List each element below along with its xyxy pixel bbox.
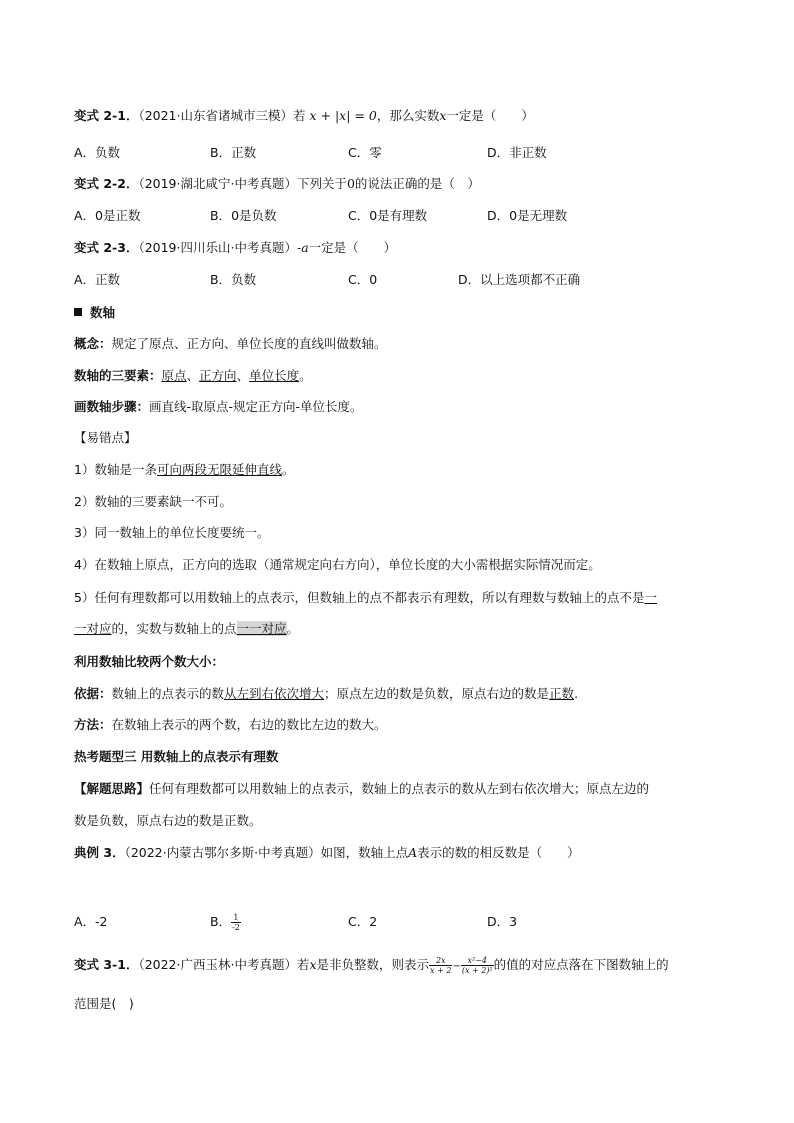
- option-c: C．0是有理数: [348, 208, 428, 223]
- square-bullet-icon: [74, 308, 82, 316]
- option-b: B．正数: [210, 145, 257, 160]
- option-a: A．正数: [74, 272, 121, 287]
- method-line: 方法：在数轴上表示的两个数，右边的数比左边的数大。: [74, 717, 387, 732]
- three-elements-line: 数轴的三要素：原点、正方向、单位长度。: [74, 368, 312, 383]
- error-2: 2）数轴的三要素缺一不可。: [74, 494, 232, 509]
- example-3: 典例 3．（2022·内蒙古鄂尔多斯·中考真题）如图，数轴上点A表示的数的相反数是（ ）: [74, 845, 580, 860]
- question-source: （2022·广西玉林·中考真题）若: [138, 957, 310, 972]
- question-label: 变式 2-1: [74, 108, 126, 123]
- hot-topic-title: 热考题型三 用数轴上的点表示有理数: [74, 749, 279, 764]
- question-3-1-line-2: 范围是( ): [74, 996, 134, 1011]
- idea-line-1: 【解题思路】任何有理数都可以用数轴上的点表示，数轴上的点表示的数从左到右依次增大；原点左边的: [74, 781, 650, 796]
- option-d: D．非正数: [487, 145, 547, 160]
- fraction-2: $\frac{\text{x²−4}}{\text{(x + 2)²}}$: [461, 956, 493, 975]
- option-c: C．0: [348, 272, 378, 287]
- question-source: （2021·山东省诸城市三模）若: [138, 108, 306, 123]
- option-a: A．负数: [74, 145, 121, 160]
- question-2-3: 变式 2-3．（2019·四川乐山·中考真题）-a一定是（ ）: [74, 240, 397, 255]
- option-b: B．0是负数: [210, 208, 277, 223]
- question-source: （2019·四川乐山·中考真题）: [138, 240, 297, 255]
- question-3-1: 变式 3-1．（2022·广西玉林·中考真题）若x是非负整数，则表示 $\frac{2x}{x + 2}$ − $\frac{\text{x²−4}}{\text{(x + 2)²}}$ 的值的对应点落在下图数轴上的: [74, 956, 669, 975]
- option-a: A．0是正数: [74, 208, 141, 223]
- question-source: （2019·湖北咸宁·中考真题）下列关于: [138, 176, 347, 191]
- steps-line: 画数轴步骤：画直线-取原点-规定正方向-单位长度。: [74, 399, 363, 414]
- option-c: C．零: [348, 145, 382, 160]
- option-b: B． $\frac{1}{-2}$: [210, 913, 240, 932]
- basis-line: 依据：数轴上的点表示的数从左到右依次增大；原点左边的数是负数，原点右边的数是正数.: [74, 686, 579, 701]
- error-4: 4）在数轴上原点，正方向的选取（通常规定向右方向），单位长度的大小需根据实际情况而定。: [74, 557, 601, 572]
- question-source: （2022·内蒙古鄂尔多斯·中考真题）如图，数轴上点: [124, 845, 409, 860]
- error-3: 3）同一数轴上的单位长度要统一。: [74, 525, 270, 540]
- option-d: D．以上选项都不正确: [458, 272, 581, 287]
- idea-line-2: 数是负数，原点右边的数是正数。: [74, 813, 262, 828]
- option-a: A．-2: [74, 914, 108, 929]
- concept-line: 概念：规定了原点、正方向、单位长度的直线叫做数轴。: [74, 336, 387, 351]
- compare-title: 利用数轴比较两个数大小：: [74, 654, 225, 669]
- fraction: $\frac{1}{-2}$: [232, 913, 240, 932]
- fraction-1: $\frac{2x}{x + 2}$: [430, 956, 452, 975]
- question-label: 变式 2-2: [74, 176, 126, 191]
- option-c: C．2: [348, 914, 378, 929]
- question-label: 典例 3: [74, 845, 113, 860]
- question-label: 变式 2-3: [74, 240, 126, 255]
- option-d: D．0是无理数: [487, 208, 568, 223]
- question-2-1: 变式 2-1．（2021·山东省诸城市三模）若 x + |x| = 0，那么实数x一定是（ ）: [74, 108, 534, 123]
- error-5-line-2: 一对应的，实数与数轴上的点一一对应。: [74, 621, 300, 636]
- error-title: 【易错点】: [74, 430, 137, 445]
- error-5-line-1: 5）任何有理数都可以用数轴上的点表示，但数轴上的点不都表示有理数，所以有理数与数轴上的点不是一: [74, 590, 657, 605]
- error-1: 1）数轴是一条可向两段无限延伸直线。: [74, 462, 295, 477]
- option-b: B．负数: [210, 272, 257, 287]
- section-heading: 数轴: [74, 303, 115, 323]
- question-2-2: 变式 2-2．（2019·湖北咸宁·中考真题）下列关于0的说法正确的是（ ）: [74, 176, 480, 191]
- option-d: D．3: [487, 914, 518, 929]
- equation: x + |x| = 0: [309, 108, 377, 123]
- question-label: 变式 3-1: [74, 957, 126, 972]
